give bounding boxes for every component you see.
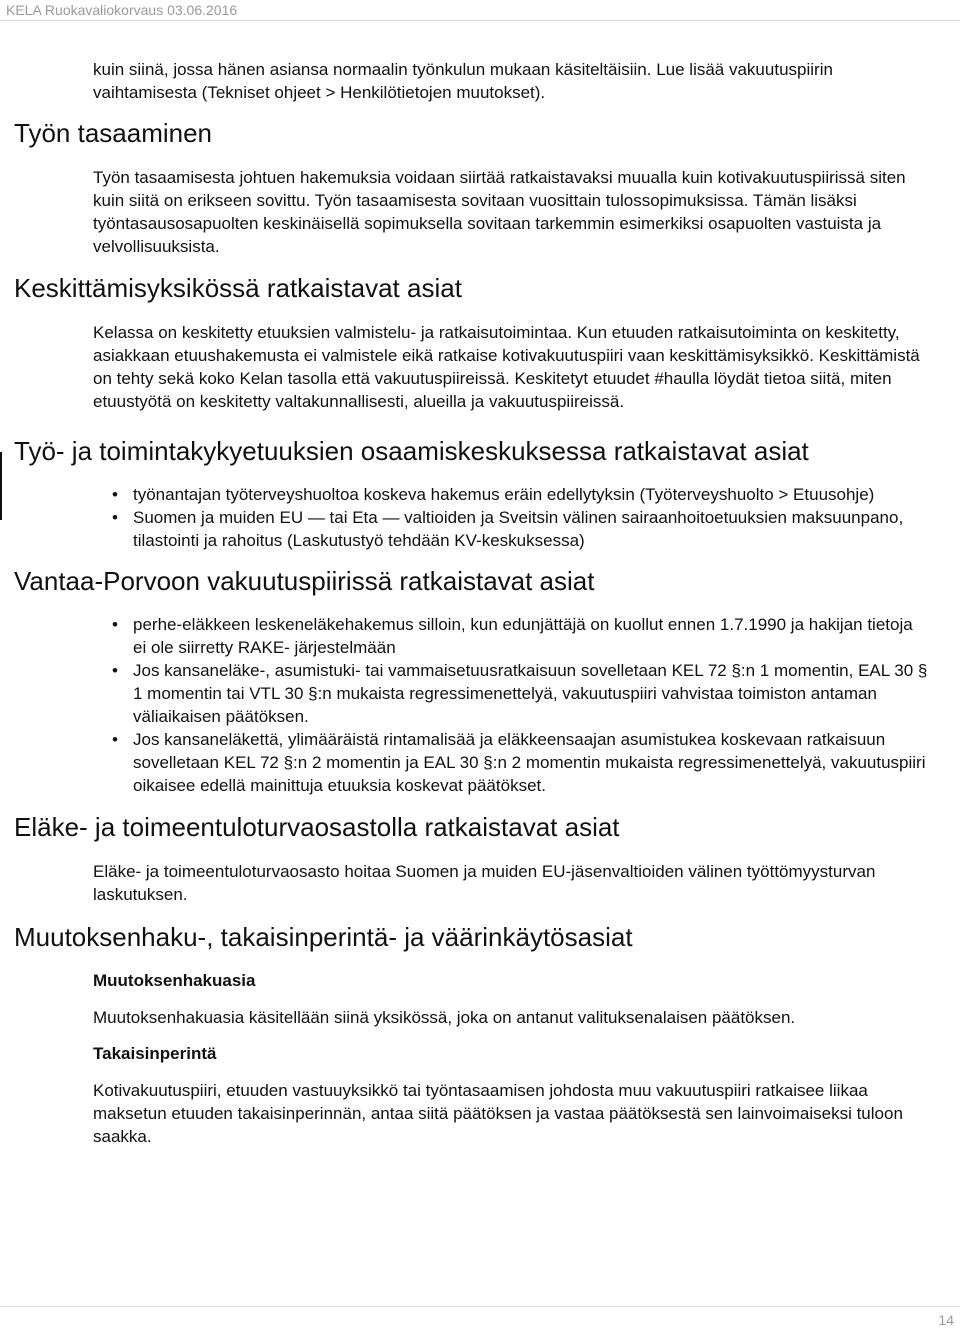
bullet-icon: •: [112, 485, 118, 504]
list-item: [93, 659, 930, 728]
paragraph-elake-toimeentulo: Eläke- ja toimeentuloturvaosasto hoitaa Suomen ja muiden EU-jäsenvaltioiden välinen työttömyysturvan laskutuksen.: [93, 862, 876, 904]
page-header: [0, 0, 960, 22]
paragraph-takaisinperinta: Kotivakuutuspiiri, etuuden vastuuyksikkö tai työntasaamisen johdosta muu vakuutuspiiri ratkaisee liikaa maksetun etuuden takaisinperinnän, antaa siitä päätöksen ja vastaa päätöksestä sen lainvoimaiseksi tuloon saakka.: [93, 1081, 903, 1146]
bullet-icon: •: [112, 661, 118, 680]
subheading-takaisinperinta: Takaisinperintä: [93, 1044, 217, 1063]
heading-vantaa-porvoo: Vantaa-Porvoon vakuutuspiirissä ratkaistavat asiat: [14, 566, 595, 596]
heading-keskittamisyksikko: Keskittämisyksikössä ratkaistavat asiat: [14, 273, 462, 303]
list-vantaa-porvoo: [93, 613, 930, 797]
list-item-text: perhe-eläkkeen leskeneläkehakemus silloin, kun edunjättäjä on kuollut ennen 1.7.1990 ja hakijan tietoja ei ole siirretty RAKE- järjestelmään: [133, 615, 913, 657]
document-body: [0, 58, 960, 1148]
list-item: [93, 613, 930, 659]
heading-tyon-tasaaminen: Työn tasaaminen: [14, 118, 213, 148]
heading-elake-toimeentulo: Eläke- ja toimeentuloturvaosastolla ratkaistavat asiat: [14, 812, 620, 842]
bullet-icon: •: [112, 730, 118, 749]
paragraph-muutoksenhakuasia: Muutoksenhakuasia käsitellään siinä yksikössä, joka on antanut valituksenalaisen päätöksen.: [93, 1008, 796, 1027]
bullet-icon: •: [112, 615, 118, 634]
intro-paragraph: kuin siinä, jossa hänen asiansa normaalin työnkulun mukaan käsiteltäisiin. Lue lisää vakuutuspiirin vaihtamisesta (Tekniset ohjeet > Henkilötietojen muutokset).: [93, 60, 833, 102]
list-item: [93, 483, 930, 506]
list-tyo-ja-toimintakyky: [93, 483, 930, 552]
list-item: [93, 506, 930, 552]
heading-muutoksenhaku: Muutoksenhaku-, takaisinperintä- ja väärinkäytösasiat: [14, 922, 633, 952]
list-item: [93, 728, 930, 797]
list-item-text: Suomen ja muiden EU — tai Eta — valtioiden ja Sveitsin välinen sairaanhoitoetuuksien maksuunpano, tilastointi ja rahoitus (Laskutustyö tehdään KV-keskuksessa): [133, 508, 904, 550]
header-divider: [0, 20, 960, 21]
list-item-text: Jos kansaneläke-, asumistuki- tai vammaisetuusratkaisuun sovelletaan KEL 72 §:n 1 momentin, EAL 30 § 1 momentin tai VTL 30 §:n mukaista regressimenettelyä, vakuutuspiiri vahvistaa toimiston antaman väliaikaisen päätöksen.: [133, 661, 928, 726]
document-title: KELA Ruokavaliokorvaus 03.06.2016: [6, 2, 238, 18]
subheading-muutoksenhakuasia: Muutoksenhakuasia: [93, 971, 256, 990]
footer-divider: [0, 1306, 960, 1307]
list-item-text: Jos kansaneläkettä, ylimääräistä rintamalisää ja eläkkeensaajan asumistukea koskevaan ratkaisuun sovelletaan KEL 72 §:n 2 momentin ja EAL 30 §:n 2 momentin mukaista regressimenettelyä, vakuutuspiiri oikaisee edellä mainittuja etuuksia koskevat päätökset.: [133, 730, 926, 795]
bullet-icon: •: [112, 508, 118, 527]
paragraph-tyon-tasaaminen: Työn tasaamisesta johtuen hakemuksia voidaan siirtää ratkaistavaksi muualla kuin kotivakuutuspiirissä siten kuin siitä on erikseen sovittu. Työn tasaamisesta sovitaan vuosittain tulossopimuksissa. Tämän lisäksi työntasausosapuolten keskinäisellä sopimuksella sovitaan tarkemmin esimerkiksi osapuolten vastuista ja velvollisuuksista.: [93, 168, 906, 256]
paragraph-keskittamisyksikko: Kelassa on keskitetty etuuksien valmistelu- ja ratkaisutoimintaa. Kun etuuden ratkaisutoiminta on keskitetty, asiakkaan etuushakemusta ei valmistele eikä ratkaise kotivakuutuspiiri vaan keskittämisyksikkö. Keskittämistä on tehty sekä koko Kelan tasolla että vakuutuspiireissä. Keskitetyt etuudet #haulla löydät tietoa siitä, miten etuustyötä on keskitetty valtakunnallisesti, alueilla ja vakuutuspiireissä.: [93, 323, 920, 411]
heading-tyo-ja-toimintakyky: Työ- ja toimintakykyetuuksien osaamiskeskuksessa ratkaistavat asiat: [14, 436, 809, 466]
list-item-text: työnantajan työterveyshuoltoa koskeva hakemus eräin edellytyksin (Työterveyshuolto > Etuusohje): [133, 485, 875, 504]
page-number: 14: [938, 1312, 954, 1328]
